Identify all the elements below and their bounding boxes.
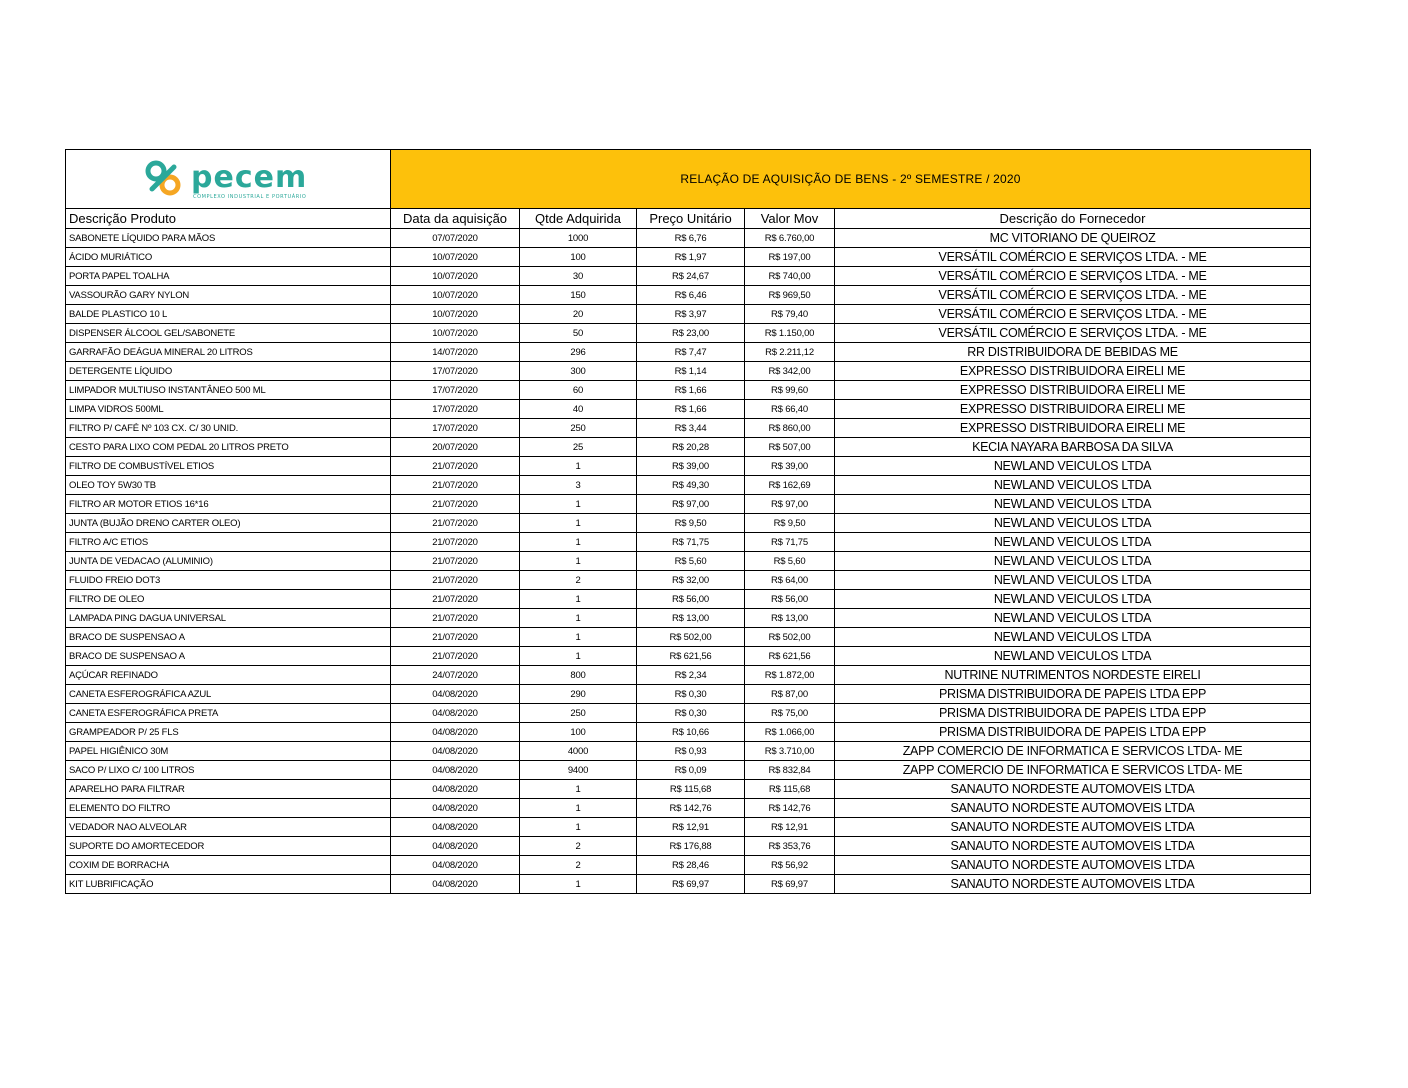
cell-unit-price: R$ 1,66 [637,400,745,419]
cell-unit-price: R$ 176,88 [637,837,745,856]
cell-unit-price: R$ 6,46 [637,286,745,305]
cell-date: 21/07/2020 [391,552,520,571]
cell-qty: 300 [520,362,637,381]
cell-value: R$ 13,00 [745,609,835,628]
cell-qty: 1 [520,799,637,818]
cell-value: R$ 3.710,00 [745,742,835,761]
cell-supplier: SANAUTO NORDESTE AUTOMOVEIS LTDA [835,856,1311,875]
cell-date: 10/07/2020 [391,305,520,324]
cell-unit-price: R$ 1,66 [637,381,745,400]
cell-value: R$ 1.066,00 [745,723,835,742]
header-row [66,150,1311,209]
cell-supplier: EXPRESSO DISTRIBUIDORA EIRELI ME [835,362,1311,381]
cell-product: SUPORTE DO AMORTECEDOR [66,837,391,856]
cell-value: R$ 115,68 [745,780,835,799]
cell-date: 04/08/2020 [391,856,520,875]
cell-qty: 1 [520,514,637,533]
table-row [66,609,1311,628]
cell-product: PORTA PAPEL TOALHA [66,267,391,286]
table-row [66,438,1311,457]
cell-supplier: NEWLAND VEICULOS LTDA [835,533,1311,552]
cell-product: JUNTA DE VEDACAO (ALUMINIO) [66,552,391,571]
cell-supplier: EXPRESSO DISTRIBUIDORA EIRELI ME [835,400,1311,419]
cell-date: 21/07/2020 [391,647,520,666]
cell-date: 04/08/2020 [391,761,520,780]
logo-cell [66,150,391,209]
cell-qty: 60 [520,381,637,400]
table-row [66,837,1311,856]
cell-value: R$ 197,00 [745,248,835,267]
cell-date: 17/07/2020 [391,419,520,438]
cell-product: VEDADOR NAO ALVEOLAR [66,818,391,837]
cell-qty: 250 [520,704,637,723]
cell-unit-price: R$ 69,97 [637,875,745,894]
cell-date: 17/07/2020 [391,400,520,419]
cell-unit-price: R$ 1,14 [637,362,745,381]
cell-supplier: SANAUTO NORDESTE AUTOMOVEIS LTDA [835,799,1311,818]
table-row [66,875,1311,894]
logo-wordmark: pecem [191,160,308,195]
cell-unit-price: R$ 6,76 [637,229,745,248]
cell-value: R$ 342,00 [745,362,835,381]
cell-date: 14/07/2020 [391,343,520,362]
pecem-logo-icon [143,157,313,201]
cell-qty: 40 [520,400,637,419]
cell-value: R$ 621,56 [745,647,835,666]
cell-qty: 1 [520,628,637,647]
table-row [66,514,1311,533]
cell-value: R$ 353,76 [745,837,835,856]
cell-date: 21/07/2020 [391,571,520,590]
cell-product: FILTRO DE OLEO [66,590,391,609]
cell-value: R$ 56,00 [745,590,835,609]
cell-supplier: NEWLAND VEICULOS LTDA [835,495,1311,514]
table-row [66,381,1311,400]
cell-value: R$ 97,00 [745,495,835,514]
cell-product: GRAMPEADOR P/ 25 FLS [66,723,391,742]
cell-supplier: VERSÁTIL COMÉRCIO E SERVIÇOS LTDA. - ME [835,305,1311,324]
cell-date: 04/08/2020 [391,875,520,894]
cell-unit-price: R$ 24,67 [637,267,745,286]
cell-date: 10/07/2020 [391,248,520,267]
cell-unit-price: R$ 0,30 [637,704,745,723]
logo-tagline: COMPLEXO INDUSTRIAL E PORTUÁRIO [193,194,307,200]
table-row [66,400,1311,419]
table-row [66,818,1311,837]
col-header-unit-price: Preço Unitário [637,209,745,229]
col-header-qty: Qtde Adquirida [520,209,637,229]
cell-unit-price: R$ 10,66 [637,723,745,742]
cell-unit-price: R$ 142,76 [637,799,745,818]
cell-supplier: KECIA NAYARA BARBOSA DA SILVA [835,438,1311,457]
cell-date: 17/07/2020 [391,362,520,381]
table-row [66,666,1311,685]
cell-supplier: NUTRINE NUTRIMENTOS NORDESTE EIRELI [835,666,1311,685]
cell-value: R$ 832,84 [745,761,835,780]
cell-qty: 1 [520,495,637,514]
cell-qty: 1 [520,818,637,837]
cell-date: 07/07/2020 [391,229,520,248]
cell-value: R$ 69,97 [745,875,835,894]
cell-supplier: VERSÁTIL COMÉRCIO E SERVIÇOS LTDA. - ME [835,324,1311,343]
cell-qty: 150 [520,286,637,305]
table-row [66,552,1311,571]
cell-qty: 2 [520,571,637,590]
cell-product: FILTRO AR MOTOR ETIOS 16*16 [66,495,391,514]
cell-supplier: NEWLAND VEICULOS LTDA [835,590,1311,609]
cell-product: FILTRO DE COMBUSTÍVEL ETIOS [66,457,391,476]
table-row [66,685,1311,704]
cell-qty: 25 [520,438,637,457]
cell-product: LIMPA VIDROS 500ML [66,400,391,419]
cell-date: 21/07/2020 [391,495,520,514]
cell-date: 24/07/2020 [391,666,520,685]
cell-value: R$ 502,00 [745,628,835,647]
table-row [66,495,1311,514]
col-header-value: Valor Mov [745,209,835,229]
cell-date: 10/07/2020 [391,324,520,343]
cell-qty: 296 [520,343,637,362]
cell-supplier: SANAUTO NORDESTE AUTOMOVEIS LTDA [835,818,1311,837]
cell-unit-price: R$ 49,30 [637,476,745,495]
cell-supplier: ZAPP COMERCIO DE INFORMATICA E SERVICOS LTDA- ME [835,761,1311,780]
cell-value: R$ 79,40 [745,305,835,324]
col-header-date: Data da aquisição [391,209,520,229]
cell-date: 04/08/2020 [391,837,520,856]
table-row [66,761,1311,780]
cell-date: 10/07/2020 [391,267,520,286]
table-row [66,362,1311,381]
cell-value: R$ 1.150,00 [745,324,835,343]
cell-unit-price: R$ 3,97 [637,305,745,324]
cell-date: 04/08/2020 [391,780,520,799]
cell-qty: 1 [520,533,637,552]
table-row [66,419,1311,438]
cell-qty: 1 [520,875,637,894]
column-header-row [66,209,1311,229]
table-row [66,267,1311,286]
table-row [66,305,1311,324]
cell-unit-price: R$ 28,46 [637,856,745,875]
cell-value: R$ 9,50 [745,514,835,533]
cell-unit-price: R$ 0,30 [637,685,745,704]
cell-supplier: SANAUTO NORDESTE AUTOMOVEIS LTDA [835,875,1311,894]
cell-supplier: VERSÁTIL COMÉRCIO E SERVIÇOS LTDA. - ME [835,267,1311,286]
table-row [66,248,1311,267]
cell-unit-price: R$ 3,44 [637,419,745,438]
cell-product: GARRAFÃO DEÁGUA MINERAL 20 LITROS [66,343,391,362]
cell-supplier: NEWLAND VEICULOS LTDA [835,609,1311,628]
cell-product: LAMPADA PING DAGUA UNIVERSAL [66,609,391,628]
table-row [66,457,1311,476]
cell-qty: 4000 [520,742,637,761]
cell-product: VASSOURÃO GARY NYLON [66,286,391,305]
cell-date: 04/08/2020 [391,685,520,704]
cell-supplier: VERSÁTIL COMÉRCIO E SERVIÇOS LTDA. - ME [835,286,1311,305]
table-row [66,590,1311,609]
cell-unit-price: R$ 13,00 [637,609,745,628]
cell-supplier: SANAUTO NORDESTE AUTOMOVEIS LTDA [835,780,1311,799]
cell-product: BRACO DE SUSPENSAO A [66,647,391,666]
cell-supplier: NEWLAND VEICULOS LTDA [835,552,1311,571]
cell-value: R$ 66,40 [745,400,835,419]
cell-date: 21/07/2020 [391,590,520,609]
cell-unit-price: R$ 2,34 [637,666,745,685]
cell-product: CESTO PARA LIXO COM PEDAL 20 LITROS PRETO [66,438,391,457]
cell-date: 21/07/2020 [391,457,520,476]
cell-date: 04/08/2020 [391,799,520,818]
acquisition-table [65,149,1311,894]
cell-product: KIT LUBRIFICAÇÃO [66,875,391,894]
table-row [66,229,1311,248]
cell-product: CANETA ESFEROGRÁFICA AZUL [66,685,391,704]
cell-qty: 250 [520,419,637,438]
cell-supplier: PRISMA DISTRIBUIDORA DE PAPEIS LTDA EPP [835,723,1311,742]
cell-value: R$ 969,50 [745,286,835,305]
cell-unit-price: R$ 32,00 [637,571,745,590]
cell-unit-price: R$ 12,91 [637,818,745,837]
cell-value: R$ 860,00 [745,419,835,438]
cell-product: PAPEL HIGIÊNICO 30M [66,742,391,761]
cell-qty: 2 [520,856,637,875]
cell-value: R$ 64,00 [745,571,835,590]
cell-product: BRACO DE SUSPENSAO A [66,628,391,647]
cell-date: 21/07/2020 [391,628,520,647]
cell-product: JUNTA (BUJÃO DRENO CARTER OLEO) [66,514,391,533]
cell-product: FLUIDO FREIO DOT3 [66,571,391,590]
cell-value: R$ 507,00 [745,438,835,457]
cell-value: R$ 162,69 [745,476,835,495]
cell-supplier: MC VITORIANO DE QUEIROZ [835,229,1311,248]
cell-qty: 1 [520,552,637,571]
cell-value: R$ 142,76 [745,799,835,818]
cell-supplier: PRISMA DISTRIBUIDORA DE PAPEIS LTDA EPP [835,704,1311,723]
cell-supplier: SANAUTO NORDESTE AUTOMOVEIS LTDA [835,837,1311,856]
cell-product: DETERGENTE LÍQUIDO [66,362,391,381]
cell-date: 21/07/2020 [391,609,520,628]
cell-unit-price: R$ 39,00 [637,457,745,476]
cell-product: CANETA ESFEROGRÁFICA PRETA [66,704,391,723]
cell-supplier: VERSÁTIL COMÉRCIO E SERVIÇOS LTDA. - ME [835,248,1311,267]
cell-unit-price: R$ 23,00 [637,324,745,343]
cell-unit-price: R$ 1,97 [637,248,745,267]
cell-unit-price: R$ 9,50 [637,514,745,533]
cell-unit-price: R$ 20,28 [637,438,745,457]
table-row [66,628,1311,647]
cell-supplier: NEWLAND VEICULOS LTDA [835,571,1311,590]
cell-supplier: NEWLAND VEICULOS LTDA [835,476,1311,495]
cell-unit-price: R$ 115,68 [637,780,745,799]
cell-unit-price: R$ 621,56 [637,647,745,666]
cell-supplier: EXPRESSO DISTRIBUIDORA EIRELI ME [835,419,1311,438]
cell-qty: 30 [520,267,637,286]
cell-supplier: NEWLAND VEICULOS LTDA [835,457,1311,476]
cell-qty: 50 [520,324,637,343]
cell-date: 04/08/2020 [391,704,520,723]
cell-value: R$ 39,00 [745,457,835,476]
cell-supplier: ZAPP COMERCIO DE INFORMATICA E SERVICOS LTDA- ME [835,742,1311,761]
cell-date: 10/07/2020 [391,286,520,305]
page-title: RELAÇÃO DE AQUISIÇÃO DE BENS - 2º SEMESTRE / 2020 [391,150,1311,209]
cell-date: 21/07/2020 [391,533,520,552]
cell-supplier: RR DISTRIBUIDORA DE BEBIDAS ME [835,343,1311,362]
cell-unit-price: R$ 502,00 [637,628,745,647]
table-row [66,856,1311,875]
cell-supplier: NEWLAND VEICULOS LTDA [835,514,1311,533]
cell-qty: 1000 [520,229,637,248]
cell-qty: 100 [520,248,637,267]
cell-product: LIMPADOR MULTIUSO INSTANTÂNEO 500 ML [66,381,391,400]
cell-product: COXIM DE BORRACHA [66,856,391,875]
cell-value: R$ 740,00 [745,267,835,286]
table-row [66,742,1311,761]
cell-value: R$ 87,00 [745,685,835,704]
cell-product: DISPENSER ÁLCOOL GEL/SABONETE [66,324,391,343]
cell-qty: 1 [520,609,637,628]
table-row [66,343,1311,362]
cell-unit-price: R$ 0,09 [637,761,745,780]
table-row [66,286,1311,305]
cell-product: ÁCIDO MURIÁTICO [66,248,391,267]
table-row [66,476,1311,495]
cell-product: FILTRO A/C ETIOS [66,533,391,552]
cell-qty: 290 [520,685,637,704]
cell-supplier: NEWLAND VEICULOS LTDA [835,647,1311,666]
cell-date: 21/07/2020 [391,514,520,533]
cell-product: FILTRO P/ CAFÉ Nº 103 CX. C/ 30 UNID. [66,419,391,438]
cell-value: R$ 75,00 [745,704,835,723]
cell-value: R$ 1.872,00 [745,666,835,685]
cell-value: R$ 6.760,00 [745,229,835,248]
cell-product: APARELHO PARA FILTRAR [66,780,391,799]
table-row [66,647,1311,666]
table-row [66,571,1311,590]
cell-supplier: NEWLAND VEICULOS LTDA [835,628,1311,647]
cell-supplier: EXPRESSO DISTRIBUIDORA EIRELI ME [835,381,1311,400]
cell-product: OLEO TOY 5W30 TB [66,476,391,495]
cell-qty: 2 [520,837,637,856]
cell-qty: 800 [520,666,637,685]
cell-date: 21/07/2020 [391,476,520,495]
table-row [66,533,1311,552]
cell-qty: 1 [520,647,637,666]
cell-value: R$ 12,91 [745,818,835,837]
cell-product: AÇÚCAR REFINADO [66,666,391,685]
cell-unit-price: R$ 56,00 [637,590,745,609]
cell-value: R$ 5,60 [745,552,835,571]
cell-product: ELEMENTO DO FILTRO [66,799,391,818]
table-row [66,799,1311,818]
cell-unit-price: R$ 71,75 [637,533,745,552]
cell-date: 17/07/2020 [391,381,520,400]
cell-qty: 1 [520,780,637,799]
cell-unit-price: R$ 5,60 [637,552,745,571]
cell-date: 04/08/2020 [391,723,520,742]
table-row [66,324,1311,343]
table-row [66,723,1311,742]
cell-value: R$ 99,60 [745,381,835,400]
cell-date: 20/07/2020 [391,438,520,457]
cell-value: R$ 2.211,12 [745,343,835,362]
cell-unit-price: R$ 0,93 [637,742,745,761]
cell-date: 04/08/2020 [391,742,520,761]
cell-qty: 9400 [520,761,637,780]
cell-supplier: PRISMA DISTRIBUIDORA DE PAPEIS LTDA EPP [835,685,1311,704]
cell-date: 04/08/2020 [391,818,520,837]
pecem-logo [66,151,390,207]
cell-unit-price: R$ 97,00 [637,495,745,514]
cell-qty: 20 [520,305,637,324]
table-row [66,780,1311,799]
cell-value: R$ 71,75 [745,533,835,552]
cell-qty: 3 [520,476,637,495]
cell-product: SABONETE LÍQUIDO PARA MÃOS [66,229,391,248]
table-row [66,704,1311,723]
cell-qty: 1 [520,457,637,476]
cell-qty: 1 [520,590,637,609]
cell-value: R$ 56,92 [745,856,835,875]
cell-unit-price: R$ 7,47 [637,343,745,362]
cell-product: BALDE PLASTICO 10 L [66,305,391,324]
cell-product: SACO P/ LIXO C/ 100 LITROS [66,761,391,780]
acquisition-sheet [65,149,1310,894]
col-header-product: Descrição Produto [66,209,391,229]
col-header-supplier: Descrição do Fornecedor [835,209,1311,229]
cell-qty: 100 [520,723,637,742]
